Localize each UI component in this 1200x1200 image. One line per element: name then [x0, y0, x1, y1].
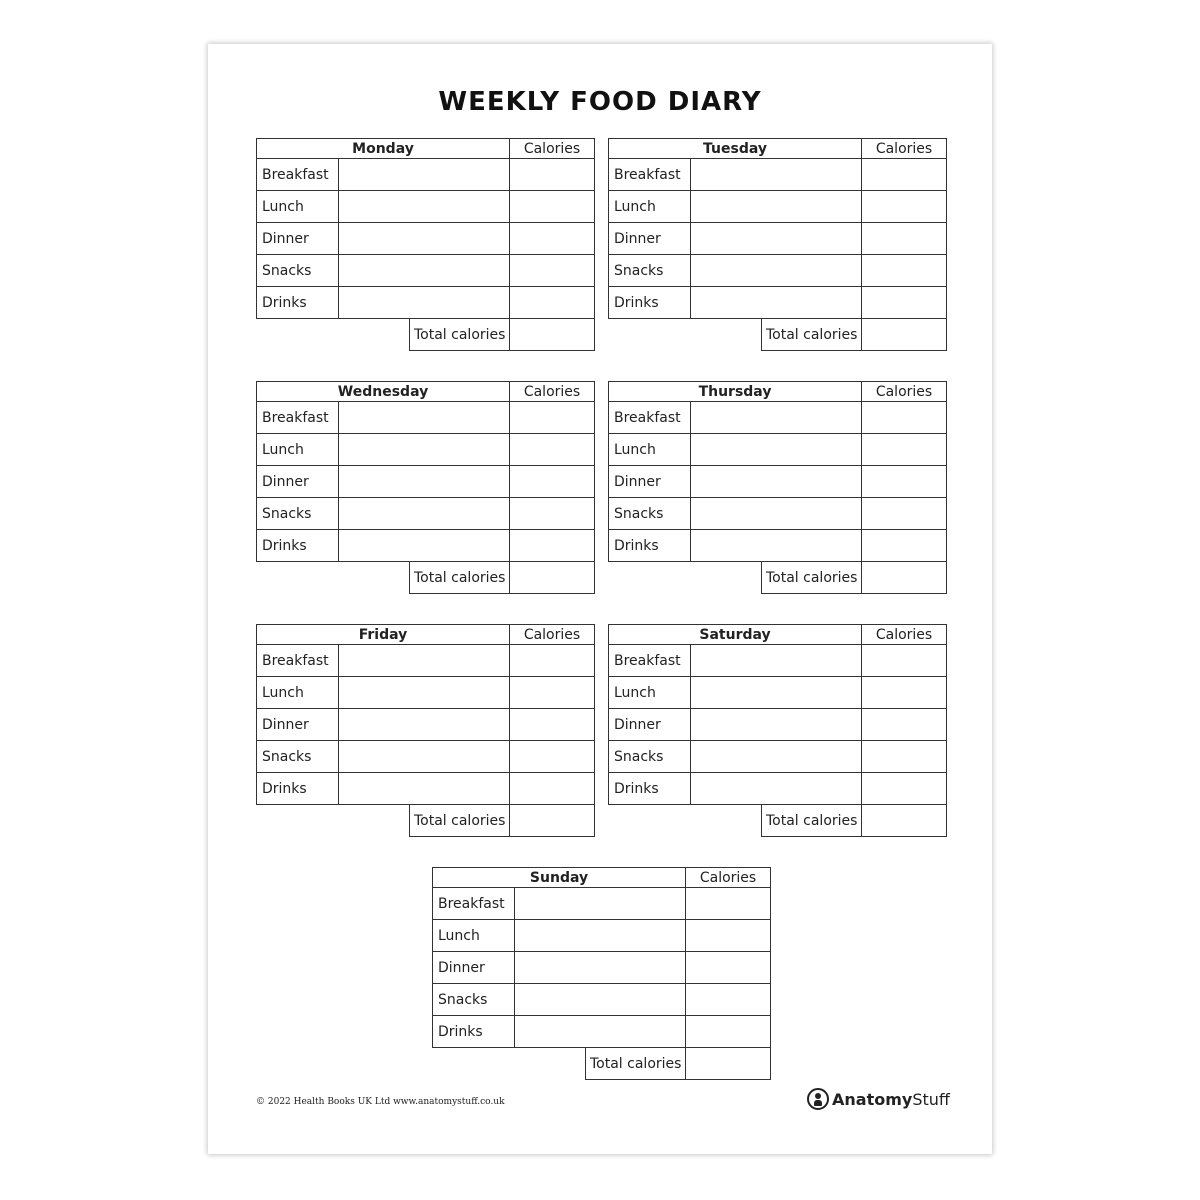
- meal-row: [257, 434, 595, 466]
- total-calories-label: Total calories: [410, 805, 510, 837]
- meal-label: Drinks: [609, 773, 691, 805]
- meal-row: [257, 741, 595, 773]
- calories-entry-cell[interactable]: [510, 255, 595, 287]
- calories-entry-cell[interactable]: [686, 952, 771, 984]
- food-entry-cell[interactable]: [691, 255, 862, 287]
- calories-entry-cell[interactable]: [510, 466, 595, 498]
- calories-entry-cell[interactable]: [510, 773, 595, 805]
- food-entry-cell[interactable]: [339, 287, 510, 319]
- meal-label: Dinner: [609, 709, 691, 741]
- meal-row: [257, 255, 595, 287]
- food-entry-cell[interactable]: [515, 984, 686, 1016]
- meal-label: Snacks: [257, 741, 339, 773]
- meal-row: [609, 677, 947, 709]
- meal-label: Snacks: [609, 255, 691, 287]
- meal-row: [609, 645, 947, 677]
- meal-row: [433, 952, 771, 984]
- total-calories-cell[interactable]: [862, 562, 947, 594]
- day-name: Friday: [257, 625, 510, 645]
- calories-entry-cell[interactable]: [862, 709, 947, 741]
- meal-row: [257, 677, 595, 709]
- calories-entry-cell[interactable]: [510, 498, 595, 530]
- calories-entry-cell[interactable]: [510, 402, 595, 434]
- meal-label: Lunch: [257, 677, 339, 709]
- calories-entry-cell[interactable]: [862, 530, 947, 562]
- total-spacer: [257, 562, 410, 594]
- food-entry-cell[interactable]: [339, 434, 510, 466]
- calories-entry-cell[interactable]: [510, 530, 595, 562]
- calories-header: Calories: [510, 625, 595, 645]
- food-entry-cell[interactable]: [691, 287, 862, 319]
- meal-row: [257, 402, 595, 434]
- calories-entry-cell[interactable]: [686, 1016, 771, 1048]
- calories-entry-cell[interactable]: [862, 773, 947, 805]
- total-spacer: [609, 805, 762, 837]
- total-calories-label: Total calories: [762, 805, 862, 837]
- food-entry-cell[interactable]: [691, 191, 862, 223]
- food-entry-cell[interactable]: [339, 159, 510, 191]
- logo-text-regular: Stuff: [912, 1089, 950, 1109]
- food-entry-cell[interactable]: [691, 466, 862, 498]
- total-calories-cell[interactable]: [862, 805, 947, 837]
- calories-entry-cell[interactable]: [862, 402, 947, 434]
- day-name: Saturday: [609, 625, 862, 645]
- page-title: WEEKLY FOOD DIARY: [438, 87, 762, 117]
- food-entry-cell[interactable]: [339, 466, 510, 498]
- day-table-tuesday: [608, 138, 947, 351]
- calories-entry-cell[interactable]: [862, 191, 947, 223]
- meal-label: Dinner: [433, 952, 515, 984]
- total-row: [257, 805, 595, 837]
- meal-label: Dinner: [257, 709, 339, 741]
- calories-entry-cell[interactable]: [510, 287, 595, 319]
- food-entry-cell[interactable]: [339, 741, 510, 773]
- day-table-sunday: [432, 867, 771, 1080]
- meal-label: Lunch: [609, 677, 691, 709]
- food-entry-cell[interactable]: [339, 677, 510, 709]
- day-table-thursday: [608, 381, 947, 594]
- food-entry-cell[interactable]: [691, 773, 862, 805]
- meal-row: [257, 466, 595, 498]
- calories-entry-cell[interactable]: [862, 287, 947, 319]
- food-entry-cell[interactable]: [691, 498, 862, 530]
- calories-header: Calories: [862, 625, 947, 645]
- food-entry-cell[interactable]: [691, 223, 862, 255]
- copyright-text: © 2022 Health Books UK Ltd www.anatomystuff.co.uk: [256, 1097, 505, 1107]
- food-entry-cell[interactable]: [339, 402, 510, 434]
- calories-entry-cell[interactable]: [862, 466, 947, 498]
- food-entry-cell[interactable]: [339, 645, 510, 677]
- calories-entry-cell[interactable]: [510, 645, 595, 677]
- calories-entry-cell[interactable]: [510, 159, 595, 191]
- food-entry-cell[interactable]: [691, 434, 862, 466]
- total-spacer: [609, 319, 762, 351]
- calories-entry-cell[interactable]: [862, 498, 947, 530]
- food-entry-cell[interactable]: [691, 530, 862, 562]
- day-name: Tuesday: [609, 139, 862, 159]
- calories-header: Calories: [510, 139, 595, 159]
- meal-label: Breakfast: [257, 645, 339, 677]
- total-row: [433, 1048, 771, 1080]
- calories-entry-cell[interactable]: [862, 645, 947, 677]
- meal-label: Lunch: [257, 191, 339, 223]
- total-spacer: [257, 805, 410, 837]
- total-calories-cell[interactable]: [862, 319, 947, 351]
- calories-entry-cell[interactable]: [510, 741, 595, 773]
- calories-header: Calories: [862, 139, 947, 159]
- meal-label: Snacks: [257, 498, 339, 530]
- meal-row: [609, 159, 947, 191]
- calories-header: Calories: [510, 382, 595, 402]
- meal-label: Dinner: [257, 466, 339, 498]
- meal-row: [609, 191, 947, 223]
- day-name: Sunday: [433, 868, 686, 888]
- food-entry-cell[interactable]: [691, 159, 862, 191]
- total-calories-cell[interactable]: [510, 319, 595, 351]
- total-spacer: [257, 319, 410, 351]
- meal-row: [433, 920, 771, 952]
- calories-entry-cell[interactable]: [862, 255, 947, 287]
- meal-row: [609, 773, 947, 805]
- meal-label: Dinner: [609, 466, 691, 498]
- day-table-wednesday: [256, 381, 595, 594]
- anatomy-stuff-logo: [807, 1088, 950, 1110]
- meal-row: [257, 645, 595, 677]
- calories-entry-cell[interactable]: [862, 434, 947, 466]
- food-entry-cell[interactable]: [339, 709, 510, 741]
- meal-row: [609, 466, 947, 498]
- total-spacer: [433, 1048, 586, 1080]
- calories-header: Calories: [862, 382, 947, 402]
- day-name: Monday: [257, 139, 510, 159]
- calories-entry-cell[interactable]: [862, 741, 947, 773]
- food-entry-cell[interactable]: [515, 952, 686, 984]
- food-entry-cell[interactable]: [339, 530, 510, 562]
- calories-entry-cell[interactable]: [686, 984, 771, 1016]
- meal-label: Lunch: [257, 434, 339, 466]
- meal-label: Dinner: [257, 223, 339, 255]
- total-calories-label: Total calories: [586, 1048, 686, 1080]
- meal-row: [257, 191, 595, 223]
- total-calories-label: Total calories: [410, 319, 510, 351]
- meal-label: Breakfast: [609, 402, 691, 434]
- food-entry-cell[interactable]: [339, 773, 510, 805]
- meal-row: [257, 498, 595, 530]
- meal-label: Snacks: [257, 255, 339, 287]
- meal-label: Lunch: [433, 920, 515, 952]
- meal-row: [609, 434, 947, 466]
- meal-label: Drinks: [257, 287, 339, 319]
- meal-row: [609, 498, 947, 530]
- meal-row: [609, 709, 947, 741]
- total-row: [609, 805, 947, 837]
- meal-label: Breakfast: [609, 159, 691, 191]
- meal-label: Lunch: [609, 434, 691, 466]
- meal-row: [609, 223, 947, 255]
- meal-label: Lunch: [609, 191, 691, 223]
- meal-row: [609, 741, 947, 773]
- meal-row: [433, 888, 771, 920]
- day-table-friday: [256, 624, 595, 837]
- food-entry-cell[interactable]: [339, 498, 510, 530]
- meal-label: Snacks: [609, 498, 691, 530]
- day-name: Thursday: [609, 382, 862, 402]
- meal-label: Breakfast: [609, 645, 691, 677]
- meal-label: Drinks: [257, 773, 339, 805]
- meal-row: [257, 223, 595, 255]
- meal-row: [257, 287, 595, 319]
- meal-label: Snacks: [433, 984, 515, 1016]
- food-entry-cell[interactable]: [515, 888, 686, 920]
- total-spacer: [609, 562, 762, 594]
- logo-text-bold: Anatomy: [832, 1089, 913, 1109]
- total-calories-label: Total calories: [410, 562, 510, 594]
- calories-entry-cell[interactable]: [510, 223, 595, 255]
- day-table-monday: [256, 138, 595, 351]
- food-entry-cell[interactable]: [339, 191, 510, 223]
- meal-label: Drinks: [609, 530, 691, 562]
- food-entry-cell[interactable]: [515, 920, 686, 952]
- meal-row: [257, 530, 595, 562]
- total-calories-cell[interactable]: [686, 1048, 771, 1080]
- food-entry-cell[interactable]: [515, 1016, 686, 1048]
- meal-row: [257, 773, 595, 805]
- calories-entry-cell[interactable]: [510, 434, 595, 466]
- total-calories-label: Total calories: [762, 319, 862, 351]
- calories-entry-cell[interactable]: [862, 223, 947, 255]
- calories-entry-cell[interactable]: [510, 677, 595, 709]
- meal-label: Breakfast: [257, 159, 339, 191]
- day-table-saturday: [608, 624, 947, 837]
- food-entry-cell[interactable]: [691, 402, 862, 434]
- total-calories-cell[interactable]: [510, 805, 595, 837]
- meal-label: Drinks: [609, 287, 691, 319]
- meal-row: [609, 287, 947, 319]
- calories-entry-cell[interactable]: [686, 920, 771, 952]
- total-row: [609, 562, 947, 594]
- total-row: [609, 319, 947, 351]
- meal-label: Drinks: [257, 530, 339, 562]
- meal-row: [609, 530, 947, 562]
- logo-icon: [807, 1088, 829, 1110]
- meal-row: [609, 255, 947, 287]
- meal-row: [433, 1016, 771, 1048]
- total-row: [257, 319, 595, 351]
- meal-label: Breakfast: [433, 888, 515, 920]
- food-entry-cell[interactable]: [691, 741, 862, 773]
- total-calories-label: Total calories: [762, 562, 862, 594]
- calories-entry-cell[interactable]: [862, 159, 947, 191]
- food-entry-cell[interactable]: [691, 677, 862, 709]
- calories-header: Calories: [686, 868, 771, 888]
- total-row: [257, 562, 595, 594]
- calories-entry-cell[interactable]: [510, 709, 595, 741]
- day-name: Wednesday: [257, 382, 510, 402]
- food-entry-cell[interactable]: [691, 645, 862, 677]
- calories-entry-cell[interactable]: [686, 888, 771, 920]
- meal-row: [433, 984, 771, 1016]
- meal-label: Snacks: [609, 741, 691, 773]
- food-entry-cell[interactable]: [691, 709, 862, 741]
- meal-row: [257, 709, 595, 741]
- meal-label: Breakfast: [257, 402, 339, 434]
- food-entry-cell[interactable]: [339, 223, 510, 255]
- calories-entry-cell[interactable]: [862, 677, 947, 709]
- food-entry-cell[interactable]: [339, 255, 510, 287]
- meal-row: [257, 159, 595, 191]
- total-calories-cell[interactable]: [510, 562, 595, 594]
- meal-row: [609, 402, 947, 434]
- meal-label: Drinks: [433, 1016, 515, 1048]
- calories-entry-cell[interactable]: [510, 191, 595, 223]
- meal-label: Dinner: [609, 223, 691, 255]
